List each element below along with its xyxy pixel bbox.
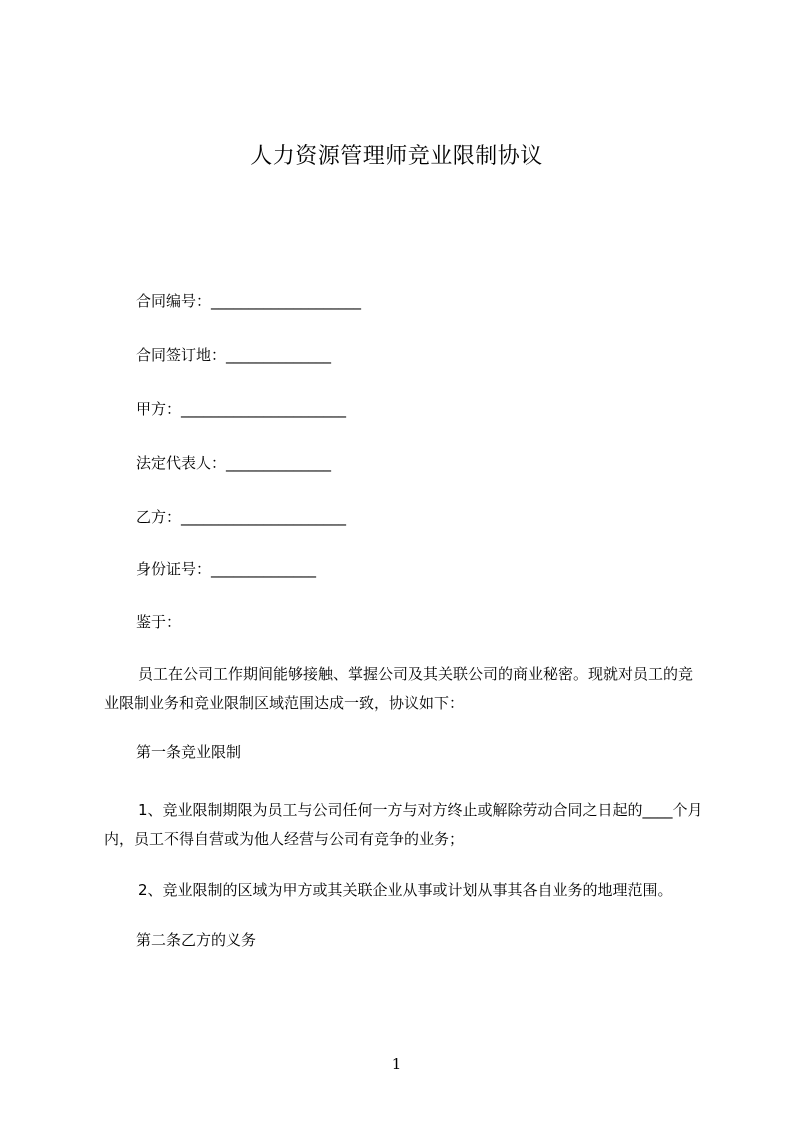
whereas-label: 鉴于： (136, 613, 182, 631)
party-a-blank: ______________________ (181, 400, 347, 418)
document-title: 人力资源管理师竞业限制协议 (250, 144, 543, 169)
contract-number-field (136, 291, 361, 311)
id-number-field (136, 559, 316, 579)
legal-representative-blank: ______________ (226, 454, 332, 472)
article-1-item-2: 2、竞业限制的区域为甲方或其关联企业从事或计划从事其各自业务的地理范围。 (138, 881, 673, 899)
party-a-field (136, 399, 346, 419)
party-b-label: 乙方： (136, 508, 182, 526)
party-b-field (136, 507, 346, 527)
contract-number-label: 合同编号： (136, 292, 212, 310)
article-2-heading: 第二条乙方的义务 (136, 931, 257, 949)
legal-representative-field (136, 453, 331, 473)
signing-place-label: 合同签订地： (136, 346, 227, 364)
article-1-heading: 第一条竞业限制 (136, 743, 242, 761)
page-number: 1 (391, 1055, 402, 1073)
signing-place-blank: ______________ (226, 346, 332, 364)
party-b-blank: ______________________ (181, 508, 347, 526)
intro-paragraph: 员工在公司工作期间能够接触、掌握公司及其关联公司的商业秘密。现就对员工的竞业限制业务和竞业限制区域范围达成一致，协议如下： (104, 665, 694, 712)
article-1-item-1: 1、竞业限制期限为员工与公司任何一方与对方终止或解除劳动合同之日起的____个月内，员工不得自营或为他人经营与公司有竞争的业务； (104, 801, 703, 848)
legal-representative-label: 法定代表人： (136, 454, 227, 472)
party-a-label: 甲方： (136, 400, 182, 418)
id-number-label: 身份证号： (136, 560, 212, 578)
id-number-blank: ______________ (211, 560, 317, 578)
signing-place-field (136, 345, 331, 365)
contract-number-blank: ____________________ (211, 292, 362, 310)
